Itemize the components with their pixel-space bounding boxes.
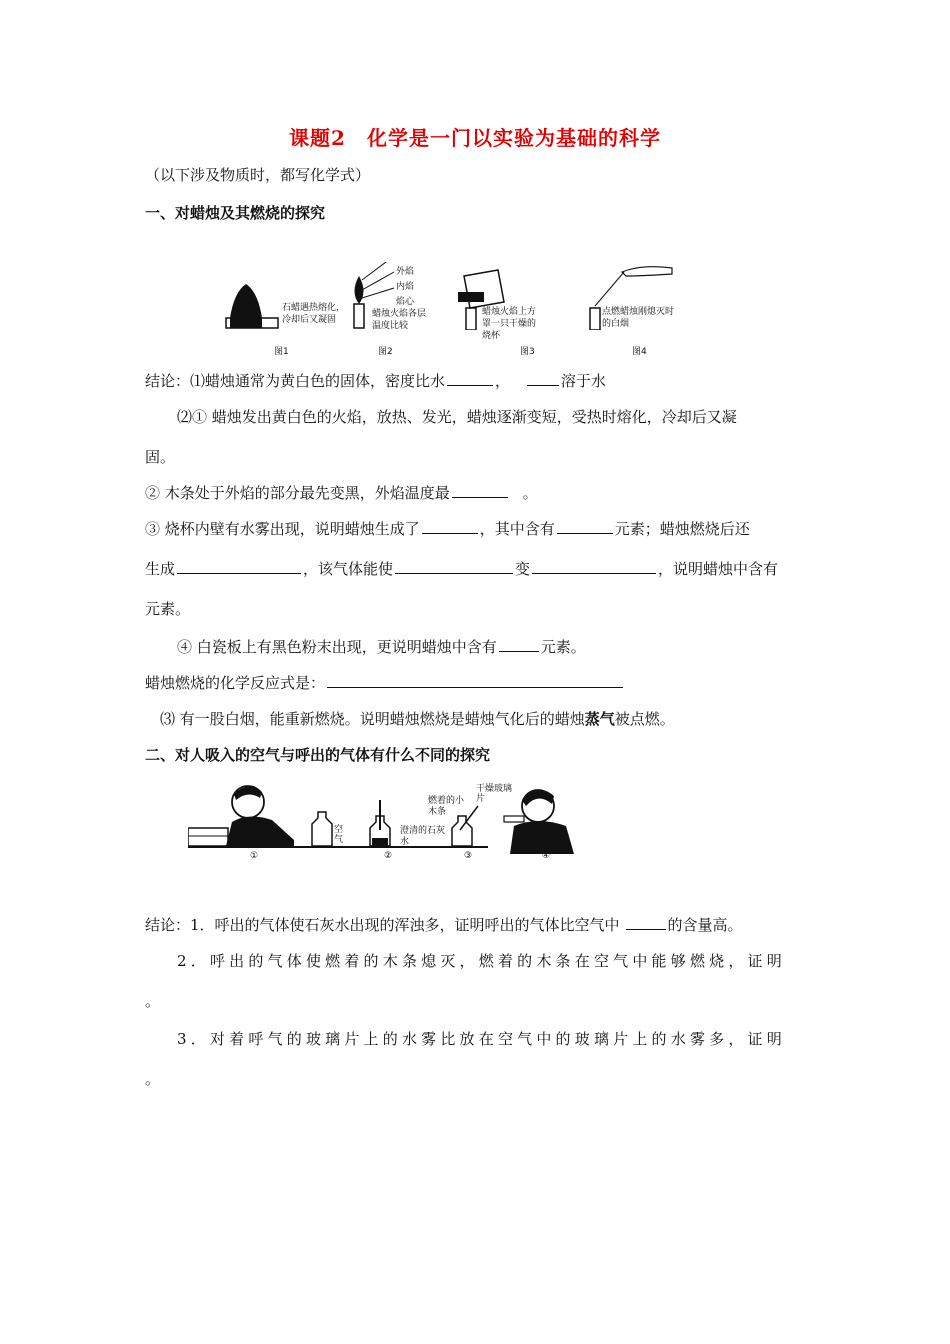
person-body-shape	[510, 821, 574, 854]
fig3-number: 图3	[520, 347, 535, 357]
fig1-number: 图1	[274, 347, 289, 357]
flame-outer-label: 外焰	[396, 267, 415, 277]
fig1-caption: 石蜡遇热熔化，冷却后又凝固	[282, 303, 346, 325]
step4-label: ④	[542, 851, 551, 861]
answer-blank[interactable]	[527, 370, 559, 386]
step1-label: ①	[250, 851, 259, 861]
conclusion2-2: 2．呼出的气体使燃着的木条熄灭，燃着的木条在空气中能够燃烧，证明	[177, 952, 786, 970]
flame-inner-label: 内焰	[396, 282, 415, 292]
step3-label: ③	[464, 851, 473, 861]
answer-blank[interactable]	[532, 558, 656, 574]
answer-blank[interactable]	[422, 518, 478, 534]
fig3-caption: 蜡烛火焰上方罩一只干燥的烧杯	[482, 307, 537, 341]
fig2-caption: 蜡烛火焰各层温度比较	[372, 309, 427, 331]
answer-blank[interactable]	[626, 914, 666, 930]
fig2-number: 图2	[378, 347, 393, 357]
water-trough-shape	[188, 828, 228, 846]
answer-blank[interactable]	[395, 558, 513, 574]
reaction-equation-line: 蜡烛燃烧的化学反应式是：	[145, 672, 625, 693]
breath-experiment-figure	[188, 782, 588, 862]
conclusion2-2-end: 。	[145, 992, 161, 1010]
step2-label: ②	[384, 851, 393, 861]
conclusion-9: ⑶ 有一股白烟，能重新燃烧。说明蜡烛燃烧是蜡烛气化后的蜡烛蒸气被点燃。	[160, 710, 675, 728]
answer-blank[interactable]	[557, 518, 613, 534]
beaker-shape	[464, 270, 504, 308]
melted-wax-shape	[230, 284, 262, 328]
section2-heading: 二、对人吸入的空气与呼出的气体有什么不同的探究	[145, 746, 491, 764]
candle-shape	[354, 304, 364, 328]
section1-heading: 一、对蜡烛及其燃烧的探究	[145, 204, 326, 222]
conclusion-2b: 固。	[145, 448, 176, 466]
person-body-shape	[226, 816, 294, 846]
glass-slide-shape	[504, 816, 524, 822]
fig4-caption: 点燃蜡烛刚熄灭时的白烟	[602, 307, 675, 329]
answer-blank[interactable]	[447, 370, 493, 386]
stick-label: 燃着的小木条	[428, 796, 465, 817]
conclusion2-1: 结论：1．呼出的气体使石灰水出现的浑浊多，证明呼出的气体比空气中 的含量高。	[145, 916, 743, 934]
glass-label: 干燥玻璃片	[476, 784, 513, 804]
fig4-number: 图4	[632, 347, 647, 357]
conclusion-1: 结论：⑴蜡烛通常为黄白色的固体，密度比水 ， 溶于水	[145, 372, 606, 390]
answer-blank[interactable]	[499, 636, 539, 652]
limewater-label: 澄清的石灰水	[400, 826, 446, 847]
conclusion2-3: 3．对着呼气的玻璃片上的水雾比放在空气中的玻璃片上的水雾多，证明	[177, 1030, 786, 1048]
answer-blank[interactable]	[452, 482, 508, 498]
instruction-note: （以下涉及物质时，都写化学式）	[145, 166, 371, 184]
page-title: 课题2 化学是一门以实验为基础的科学	[289, 126, 661, 150]
equation-blank[interactable]	[327, 672, 623, 688]
answer-blank[interactable]	[177, 558, 301, 574]
conclusion-7: ④ 白瓷板上有黑色粉末出现，更说明蜡烛中含有 元素。	[177, 638, 586, 656]
conclusion-4: ③ 烧杯内壁有水雾出现，说明蜡烛生成了 ，其中含有 元素；蜡烛燃烧后还	[145, 520, 750, 538]
conclusion-6: 元素。	[145, 600, 191, 618]
conclusion-2a: ⑵① 蜡烛发出黄白色的火焰，放热、发光，蜡烛逐渐变短，受热时熔化，冷却后又凝	[177, 408, 737, 426]
conclusion-3: ② 木条处于外焰的部分最先变黑，外焰温度最 。	[145, 484, 538, 502]
conclusion2-3-end: 。	[145, 1070, 161, 1088]
flame-core-label: 焰心	[396, 297, 415, 307]
conclusion-5: 生成 ，该气体能使 变 ，说明蜡烛中含有	[145, 560, 779, 578]
air-label: 空气	[334, 825, 344, 845]
hand-shape	[622, 267, 672, 276]
